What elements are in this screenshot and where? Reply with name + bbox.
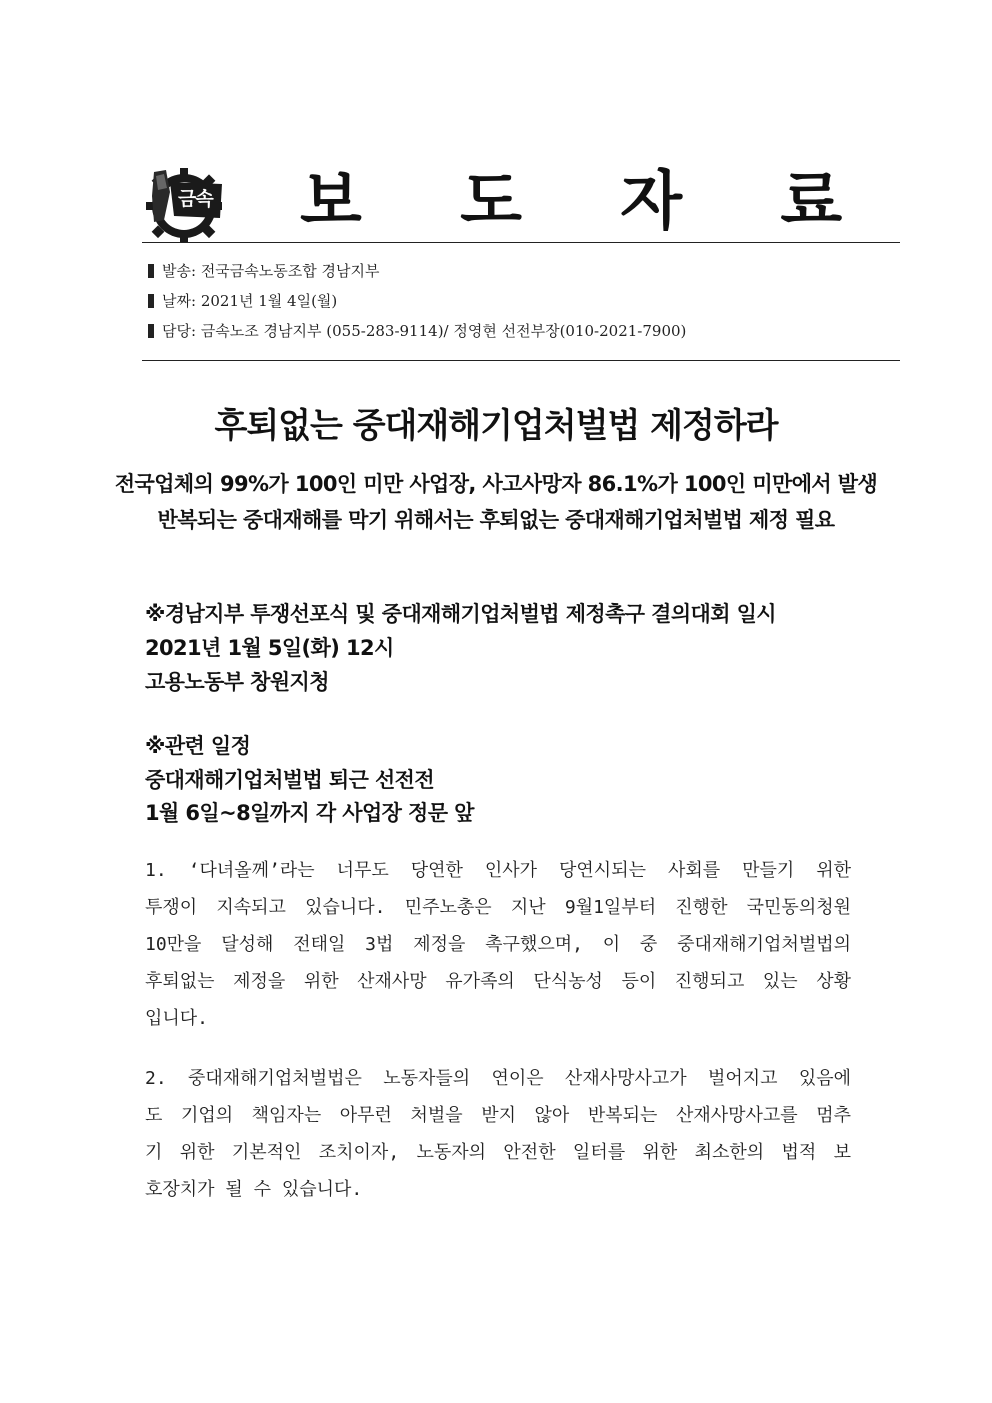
logo-text: 금속: [178, 188, 213, 210]
notice-event-date: 2021년 1월 5일(화) 12시: [145, 636, 394, 660]
meta-contact: 담당: 금속노조 경남지부 (055-283-9114)/ 정영현 선전부장(010-2021-7900): [148, 320, 686, 341]
paragraph-line: 호장치가 될 수 있습니다.: [145, 1179, 363, 1200]
divider-top: [142, 242, 900, 243]
bullet-square: [148, 264, 154, 278]
subheadline-1: 전국업체의 99%가 100인 미만 사업장, 사고사망자 86.1%가 100인 미만에서 발생: [114, 472, 878, 496]
headline: 후퇴없는 중대재해기업처벌법 제정하라: [214, 406, 778, 446]
notice-schedule-title: 중대재해기업처벌법 퇴근 선전전: [145, 768, 435, 792]
meta-value: 2021년 1월 4일(월): [200, 292, 338, 310]
meta-value: 전국금속노동조합 경남지부: [200, 262, 380, 280]
notice-schedule-heading: ※관련 일정: [145, 734, 251, 758]
meta-label: 날짜: [162, 292, 191, 310]
paragraph-line: 후퇴없는 제정을 위한 산재사망 유가족의 단식농성 등이 진행되고 있는 상황: [145, 971, 851, 992]
meta-value: 금속노조 경남지부 (055-283-9114)/ 정영현 선전부장(010-2021-7900): [200, 322, 687, 340]
paragraph-2: [145, 1060, 851, 1208]
paragraph-line: 기 위한 기본적인 조치이자, 노동자의 안전한 일터를 위한 최소한의 법적 보: [145, 1142, 851, 1163]
notice-schedule-period: 1월 6일~8일까지 각 사업장 정문 앞: [145, 801, 474, 825]
paragraph-line: 10만을 달성해 전태일 3법 제정을 촉구했으며, 이 중 중대재해기업처벌법의: [145, 934, 851, 955]
meta-label: 발송: [162, 262, 191, 280]
divider-bottom: [142, 360, 900, 361]
union-logo: [140, 162, 228, 242]
notice-event-location: 고용노동부 창원지청: [145, 670, 329, 694]
bullet-square: [148, 324, 154, 338]
meta-label: 담당: [162, 322, 191, 340]
bullet-square: [148, 294, 154, 308]
paragraph-line: 투쟁이 지속되고 있습니다. 민주노총은 지난 9월1일부터 진행한 국민동의청원: [145, 897, 851, 918]
meta-date: 날짜: 2021년 1월 4일(월): [148, 290, 337, 311]
notice-event-heading: ※경남지부 투쟁선포식 및 중대재해기업처벌법 제정촉구 결의대회 일시: [145, 602, 776, 626]
paragraph-line: 입니다.: [145, 1008, 209, 1029]
document-title: 보 도 자 료: [300, 165, 881, 239]
paragraph-1: [145, 852, 851, 1037]
paragraph-line: 2. 중대재해기업처벌법은 노동자들의 연이은 산재사망사고가 벌어지고 있음에: [145, 1068, 851, 1089]
subheadline-2: 반복되는 중대재해를 막기 위해서는 후퇴없는 중대재해기업처벌법 제정 필요: [157, 508, 835, 532]
meta-sender: 발송: 전국금속노동조합 경남지부: [148, 260, 379, 281]
paragraph-line: 도 기업의 책임자는 아무런 처벌을 받지 않아 반복되는 산재사망사고를 멈추: [145, 1105, 851, 1126]
paragraph-line: 1. ‘다녀올께’라는 너무도 당연한 인사가 당연시되는 사회를 만들기 위한: [145, 860, 851, 881]
